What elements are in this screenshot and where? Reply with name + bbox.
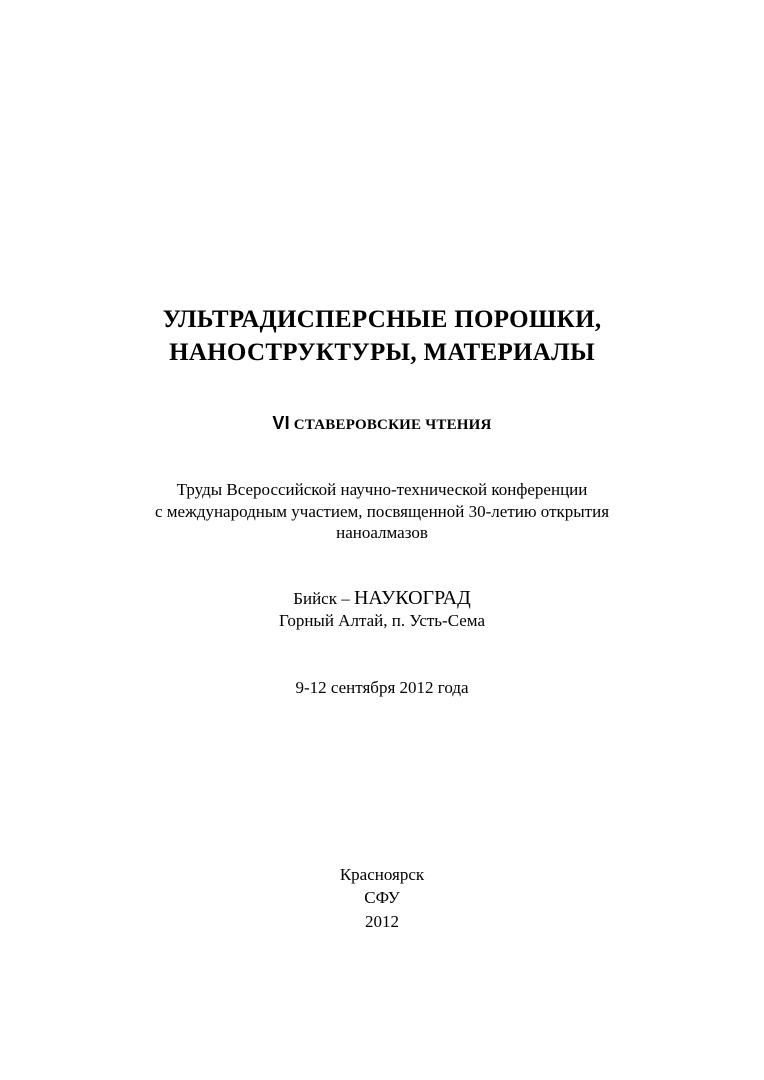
description-line-3: наноалмазов [336, 523, 428, 542]
location-line-2: Горный Алтай, п. Усть-Сема [278, 611, 485, 630]
location-prefix: Бийск – [293, 589, 354, 608]
description-line-2: с международным участием, посвященной 30-летию открытия [154, 502, 610, 521]
imprint-city: Красноярск [339, 865, 425, 884]
conference-dates: 9-12 сентября 2012 года [295, 678, 469, 697]
series-numeral: VI [272, 413, 290, 433]
main-title-line-2: НАНОСТРУКТУРЫ, МАТЕРИАЛЫ [169, 339, 595, 366]
imprint-year: 2012 [365, 912, 399, 931]
series-text: СТАВЕРОВСКИЕ ЧТЕНИЯ [289, 417, 492, 433]
description-line-1: Труды Всероссийской научно-технической конференции [176, 480, 588, 499]
main-title-line-1: УЛЬТРАДИСПЕРСНЫЕ ПОРОШКИ, [162, 306, 602, 333]
location-city: НАУКОГРАД [353, 587, 471, 609]
imprint-publisher: СФУ [364, 888, 400, 907]
location-line-1 [0, 588, 764, 608]
series-title [0, 414, 764, 433]
